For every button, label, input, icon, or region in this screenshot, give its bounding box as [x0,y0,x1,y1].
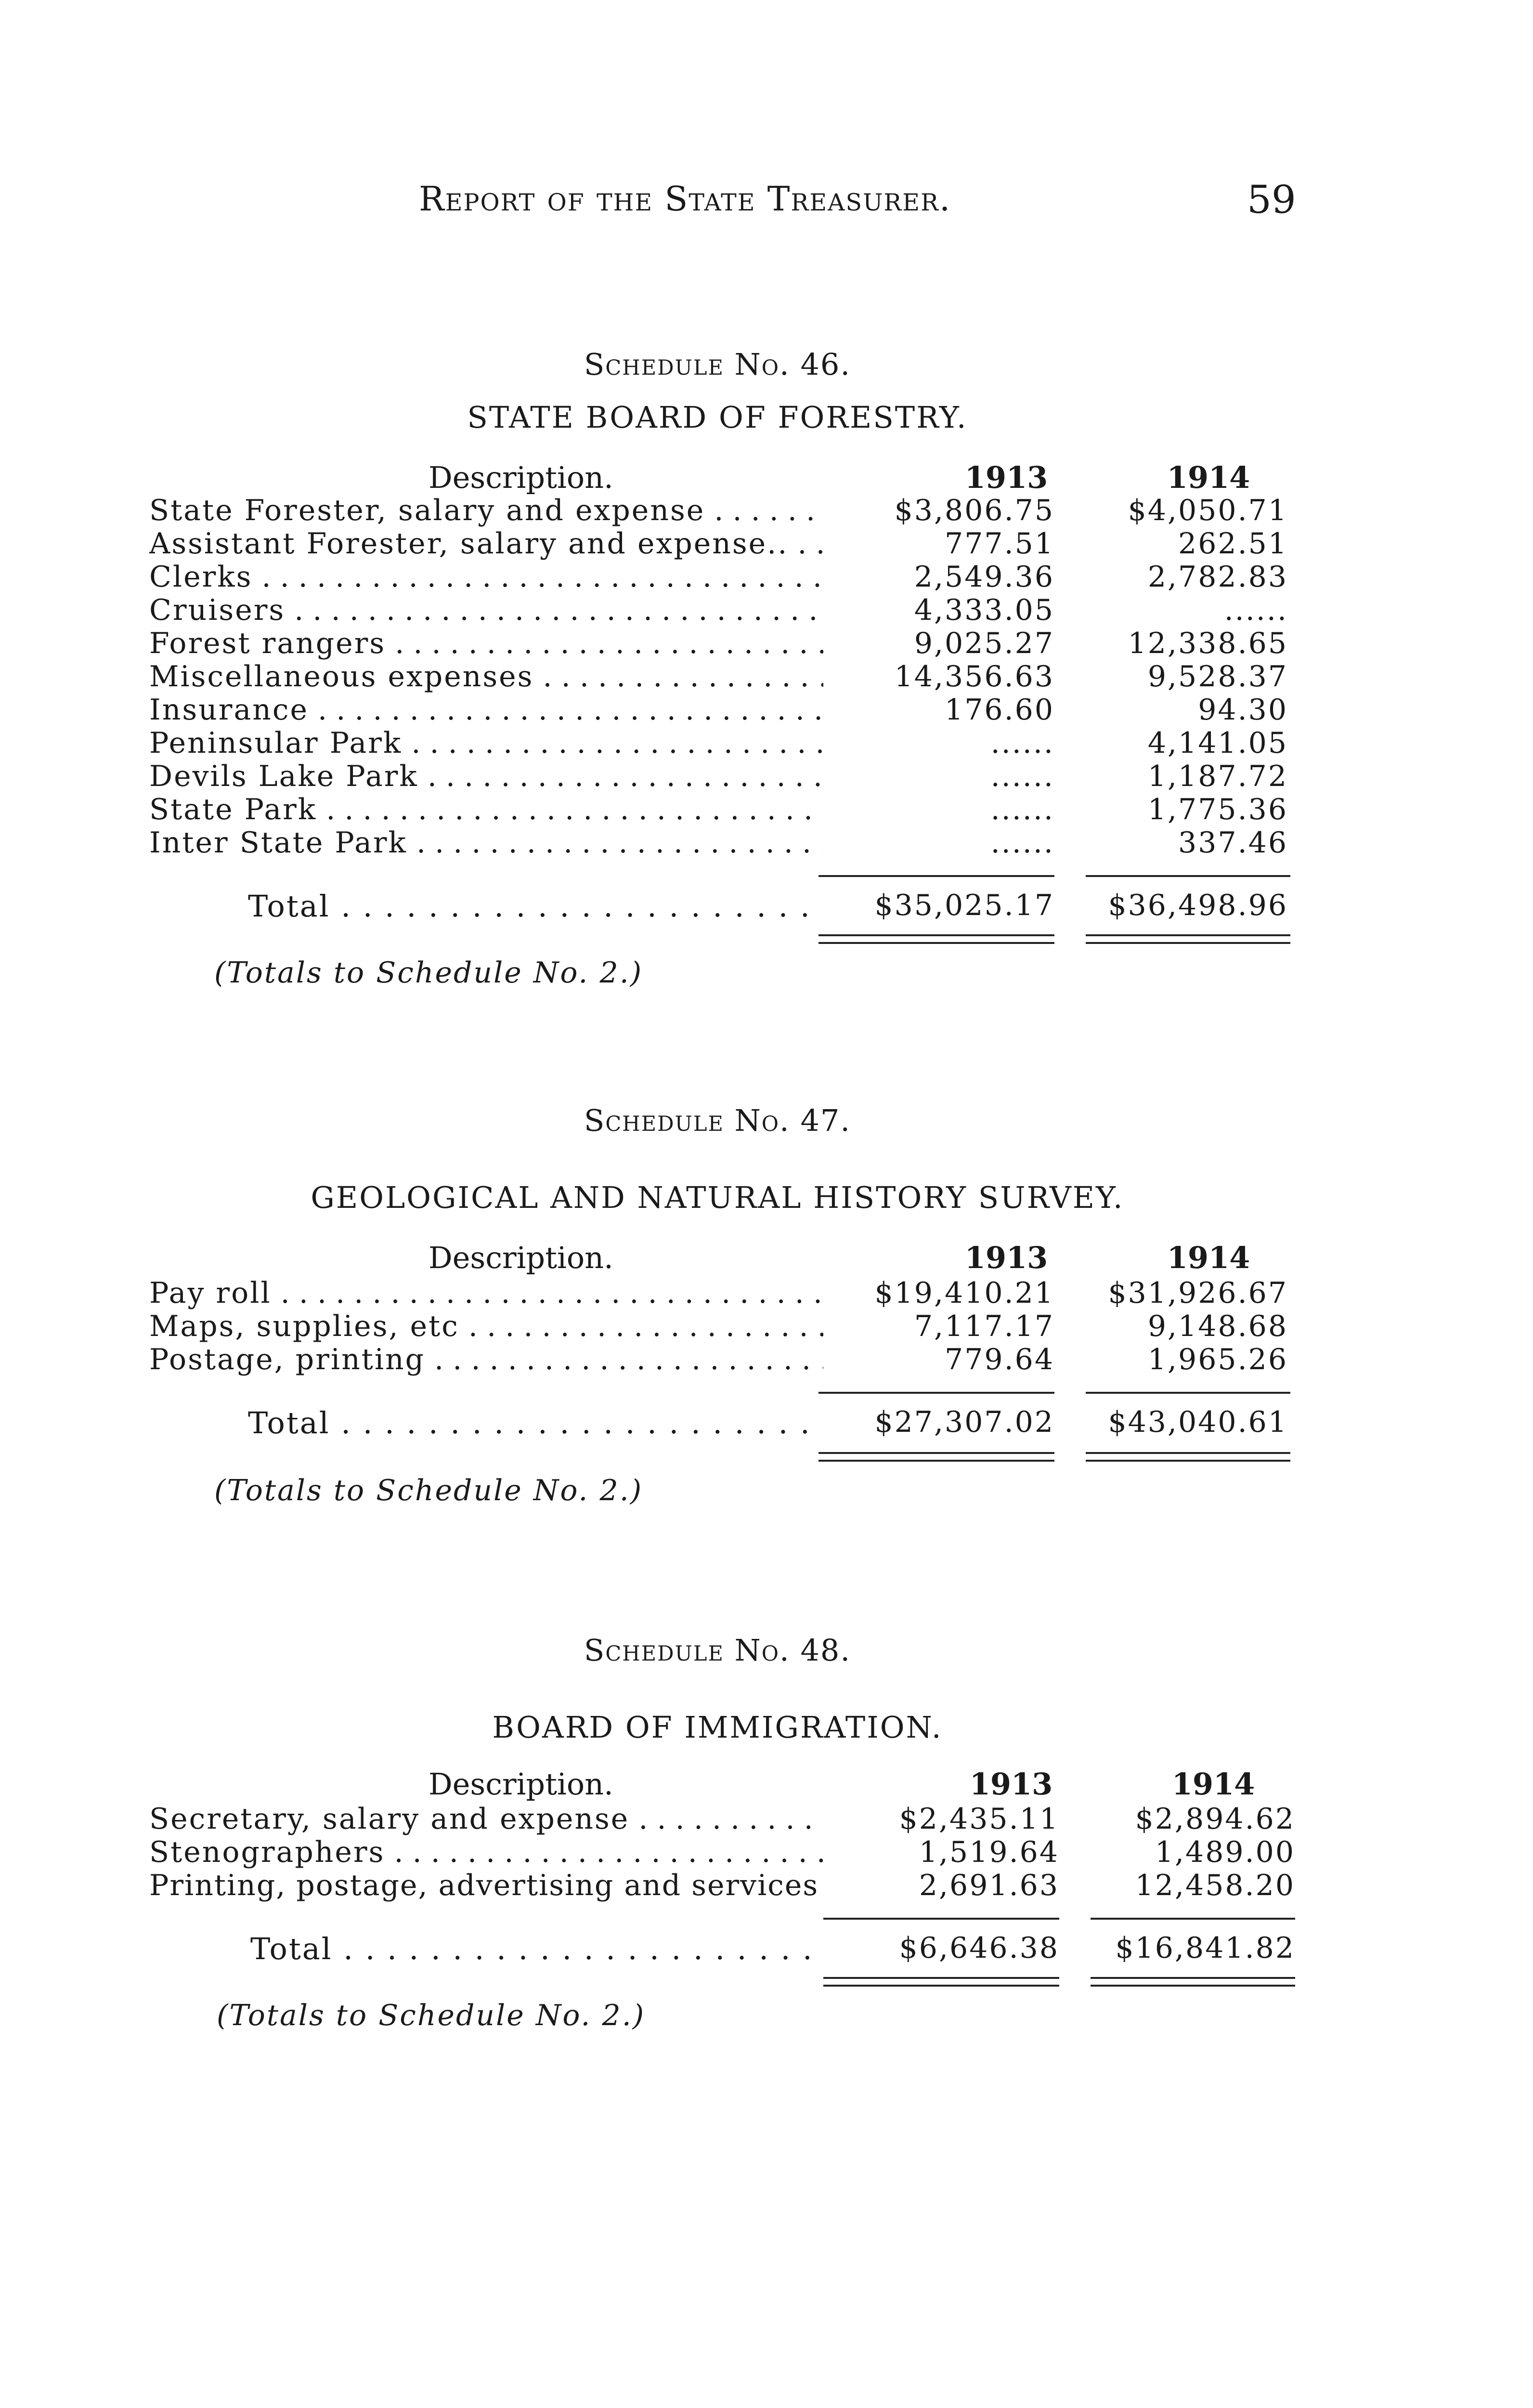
value-1913: ...... [990,759,1054,793]
totals-note: (Totals to Schedule No. 2.) [214,956,643,990]
description-header: Description. [429,460,613,495]
total-double-rule [818,934,1054,936]
subtotal-rule [1086,875,1290,877]
total-1913: $6,646.38 [899,1931,1059,1965]
subtotal-rule [818,1392,1054,1394]
table-row [149,494,1295,527]
total-row [149,889,1295,922]
total-double-rule [1086,1460,1290,1462]
description-header: Description. [429,1767,613,1802]
schedule-number: Schedule No. 47. [584,1103,851,1138]
total-double-rule [1091,1985,1295,1987]
value-1914: 9,148.68 [1147,1309,1288,1343]
total-1914: $36,498.96 [1108,889,1288,922]
column-headers [0,460,1533,494]
row-label: Peninsular Park . . . [149,726,823,760]
row-label: Postage, printing . . . [149,1343,823,1376]
row-label: Assistant Forester, salary and expense.. . . . [149,527,823,561]
schedule-title: BOARD OF IMMIGRATION. [492,1710,943,1745]
value-1914: 1,489.00 [1155,1835,1295,1869]
column-headers [0,1240,1533,1274]
value-1913: 14,356.63 [894,660,1054,694]
total-label: Total . . . [248,1405,816,1440]
row-label: Miscellaneous expenses . . . [149,660,823,694]
year-1914-header: 1914 [1167,460,1250,495]
row-label: State Forester, salary and expense . . . [149,494,823,527]
total-label: Total . . . [250,1931,818,1966]
value-1913: 9,025.27 [914,627,1054,660]
subtotal-rule [1091,1918,1295,1920]
total-double-rule [823,1985,1059,1987]
value-1913: 2,691.63 [919,1869,1059,1902]
schedule-number: Schedule No. 46. [584,347,851,382]
total-double-rule [823,1977,1059,1979]
total-1913: $27,307.02 [874,1405,1054,1439]
value-1914: 9,528.37 [1147,660,1288,694]
value-1914: 12,338.65 [1128,627,1288,660]
schedule-title: GEOLOGICAL AND NATURAL HISTORY SURVEY. [311,1180,1124,1215]
value-1914: 1,775.36 [1147,793,1288,826]
year-1914-header: 1914 [1171,1767,1255,1802]
total-1913: $35,025.17 [874,889,1054,922]
table-row [149,793,1295,826]
totals-note: (Totals to Schedule No. 2.) [214,1474,643,1507]
value-1913: 2,549.36 [914,560,1054,594]
value-1913: ...... [990,726,1054,760]
value-1914: 2,782.83 [1147,560,1288,594]
table-row [149,660,1295,694]
value-1913: ...... [990,826,1054,860]
total-1914: $16,841.82 [1115,1931,1295,1965]
value-1914: 337.46 [1178,826,1288,860]
value-1914: $2,894.62 [1135,1802,1295,1836]
schedule-number: Schedule No. 48. [584,1633,851,1668]
year-1913-header: 1913 [964,460,1048,495]
value-1913: 1,519.64 [919,1835,1059,1869]
value-1913: $19,410.21 [874,1276,1054,1310]
value-1914: 4,141.05 [1147,726,1288,760]
value-1913: $3,806.75 [894,494,1054,527]
table-row [149,693,1295,727]
value-1913: 4,333.05 [914,593,1054,627]
value-1914: 94.30 [1198,693,1288,727]
table-row [149,1309,1295,1343]
table-row [149,627,1295,660]
value-1914: 262.51 [1178,527,1288,561]
row-label: Devils Lake Park . . . [149,759,823,793]
table-row [149,1835,1300,1869]
year-1913-header: 1913 [964,1240,1048,1275]
row-label: Forest rangers . . . [149,627,823,660]
schedule-title: STATE BOARD OF FORESTRY. [467,400,968,435]
subtotal-rule [1086,1392,1290,1394]
row-label: Clerks . . . [149,560,823,594]
value-1913: 176.60 [945,693,1054,727]
running-title: Report of the State Treasurer. [419,179,951,219]
year-1913-header: 1913 [969,1767,1053,1802]
row-label: Insurance . . . [149,693,823,727]
total-double-rule [818,942,1054,944]
row-label: Cruisers . . . [149,593,823,627]
table-row [149,593,1295,627]
value-1913: 7,117.17 [914,1309,1054,1343]
value-1913: ...... [990,793,1054,826]
row-label: Maps, supplies, etc . . . [149,1309,823,1343]
total-double-rule [1086,934,1290,936]
subtotal-rule [818,875,1054,877]
table-row [149,1276,1295,1310]
row-label: Printing, postage, advertising and services [149,1869,819,1902]
total-row [149,1405,1295,1439]
row-label: Secretary, salary and expense . . . [149,1802,823,1836]
year-1914-header: 1914 [1167,1240,1250,1275]
table-row [149,560,1295,594]
description-header: Description. [429,1240,613,1275]
table-row [149,527,1295,561]
table-row [149,1343,1295,1376]
total-double-rule [1086,1452,1290,1454]
total-double-rule [818,1452,1054,1454]
table-row [149,826,1295,860]
row-label: Stenographers . . . [149,1835,823,1869]
table-row [149,1869,1300,1902]
row-label: State Park . . . [149,793,823,826]
total-double-rule [818,1460,1054,1462]
subtotal-rule [823,1918,1059,1920]
table-row [149,726,1295,760]
running-header [0,179,1533,222]
totals-note: (Totals to Schedule No. 2.) [217,1999,646,2032]
value-1914: $4,050.71 [1128,494,1288,527]
row-label: Inter State Park . . . [149,826,823,860]
row-label: Pay roll . . . [149,1276,823,1310]
value-1913: 777.51 [945,527,1054,561]
value-1914: ...... [1224,593,1288,627]
total-label: Total . . . [248,889,816,924]
table-row [149,1802,1300,1836]
value-1913: 779.64 [945,1343,1054,1376]
value-1914: 1,187.72 [1147,759,1288,793]
total-1914: $43,040.61 [1108,1405,1288,1439]
value-1914: $31,926.67 [1108,1276,1288,1310]
value-1913: $2,435.11 [899,1802,1059,1836]
page-number: 59 [1247,177,1296,222]
total-double-rule [1086,942,1290,944]
table-row [149,759,1295,793]
total-row [149,1931,1300,1965]
value-1914: 12,458.20 [1135,1869,1295,1902]
value-1914: 1,965.26 [1147,1343,1288,1376]
total-double-rule [1091,1977,1295,1979]
column-headers [0,1767,1533,1800]
